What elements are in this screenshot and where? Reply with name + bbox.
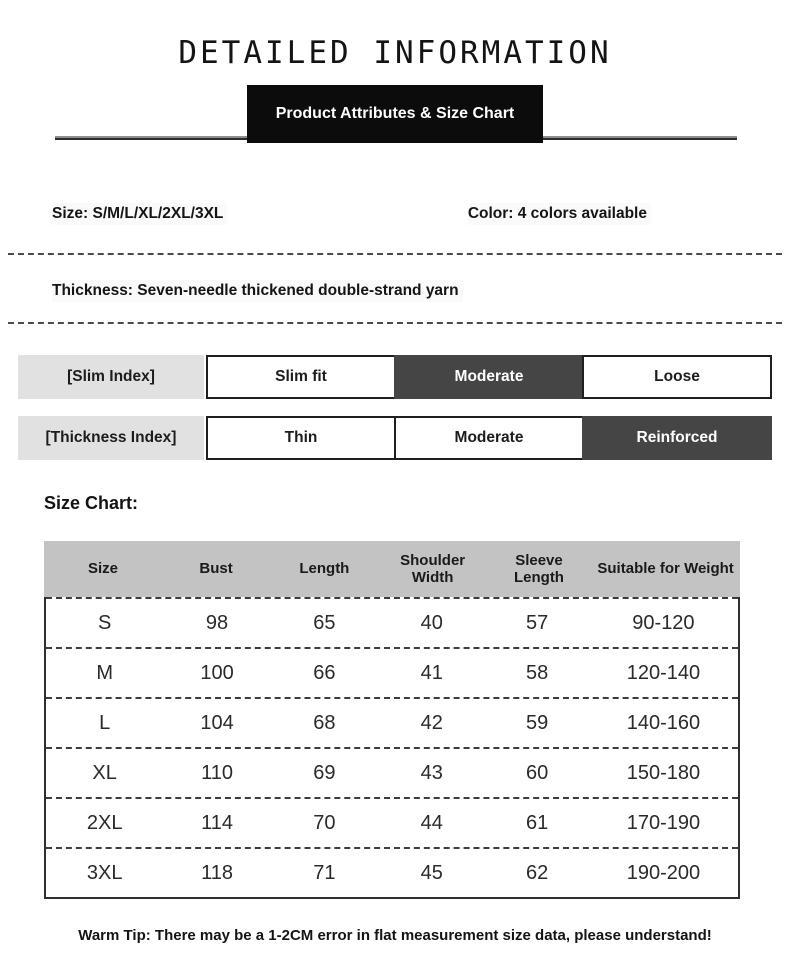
- cell-size: 3XL: [86, 861, 123, 884]
- column-header-bust: Bust: [199, 560, 233, 578]
- dashed-divider: [8, 253, 782, 255]
- cell-suitable-weight: 90-120: [632, 611, 695, 634]
- table-row-2xl: [46, 797, 738, 847]
- cell-sleeve-length: 58: [526, 661, 549, 684]
- size-chart-table: [44, 541, 740, 899]
- column-header-size: Size: [87, 560, 118, 578]
- cell-sleeve-length: 57: [526, 611, 549, 634]
- attributes-section: [0, 203, 790, 324]
- column-header-shoulder-width: Shoulder Width: [400, 551, 466, 586]
- slim-index-option-moderate-selected: Moderate: [394, 355, 584, 399]
- slim-index-cells: [206, 355, 772, 399]
- slim-index-label: [Slim Index]: [18, 355, 204, 399]
- cell-length: 65: [313, 611, 336, 634]
- cell-suitable-weight: 170-190: [626, 811, 701, 834]
- attribute-row: [0, 203, 790, 225]
- cell-sleeve-length: 60: [526, 761, 549, 784]
- table-row-xl: [46, 747, 738, 797]
- table-row-l: [46, 697, 738, 747]
- attribute-row: [0, 280, 790, 302]
- cell-suitable-weight: 190-200: [626, 861, 701, 884]
- index-section: [0, 355, 790, 460]
- cell-length: 66: [313, 661, 336, 684]
- cell-bust: 100: [200, 661, 234, 684]
- cell-size: XL: [92, 761, 117, 784]
- table-row-s: [46, 597, 738, 647]
- cell-bust: 98: [205, 611, 229, 634]
- warm-tip: Warm Tip: There may be a 1-2CM error in flat measurement size data, please understand!: [78, 927, 712, 944]
- table-body: [44, 597, 740, 899]
- cell-size: M: [96, 661, 113, 684]
- cell-shoulder-width: 44: [420, 811, 443, 834]
- thickness-index-label: [Thickness Index]: [18, 416, 204, 460]
- cell-suitable-weight: 150-180: [626, 761, 701, 784]
- cell-length: 70: [313, 811, 336, 834]
- color-attribute: Color: 4 colors available: [468, 203, 651, 225]
- slim-index-option-loose: Loose: [582, 355, 772, 399]
- cell-shoulder-width: 43: [420, 761, 443, 784]
- slim-index-row: [18, 355, 772, 399]
- cell-suitable-weight: 120-140: [626, 661, 701, 684]
- thickness-index-option-moderate: Moderate: [394, 416, 584, 460]
- size-attribute: Size: S/M/L/XL/2XL/3XL: [52, 203, 227, 225]
- cell-length: 69: [313, 761, 336, 784]
- cell-bust: 114: [201, 811, 233, 834]
- cell-size: S: [97, 611, 112, 634]
- column-header-suitable-weight: Suitable for Weight: [597, 560, 734, 578]
- table-row-3xl: [46, 847, 738, 897]
- thickness-index-option-thin: Thin: [206, 416, 396, 460]
- slim-index-option-slim-fit: Slim fit: [206, 355, 396, 399]
- cell-sleeve-length: 61: [526, 811, 549, 834]
- thickness-attribute: Thickness: Seven-needle thickened double-strand yarn: [52, 280, 463, 302]
- section-badge: Product Attributes & Size Chart: [247, 85, 543, 143]
- cell-shoulder-width: 40: [420, 611, 443, 634]
- size-chart-heading: Size Chart:: [44, 493, 139, 513]
- thickness-index-row: [18, 416, 772, 460]
- cell-size: 2XL: [86, 811, 123, 834]
- cell-bust: 110: [201, 761, 233, 784]
- table-row-m: [46, 647, 738, 697]
- column-header-length: Length: [299, 560, 350, 578]
- cell-length: 68: [313, 711, 336, 734]
- table-header-row: [44, 541, 740, 597]
- cell-sleeve-length: 59: [526, 711, 549, 734]
- dashed-divider: [8, 322, 782, 324]
- cell-length: 71: [313, 861, 336, 884]
- column-header-sleeve-length: Sleeve Length: [513, 551, 564, 586]
- cell-shoulder-width: 42: [420, 711, 443, 734]
- cell-sleeve-length: 62: [526, 861, 549, 884]
- cell-bust: 104: [200, 711, 234, 734]
- cell-shoulder-width: 45: [420, 861, 443, 884]
- cell-shoulder-width: 41: [420, 661, 443, 684]
- cell-suitable-weight: 140-160: [626, 711, 701, 734]
- page-title: DETAILED INFORMATION: [178, 35, 612, 71]
- cell-bust: 118: [201, 861, 233, 884]
- cell-size: L: [99, 711, 111, 734]
- thickness-index-cells: [206, 416, 772, 460]
- thickness-index-option-reinforced-selected: Reinforced: [582, 416, 772, 460]
- header: [0, 0, 790, 143]
